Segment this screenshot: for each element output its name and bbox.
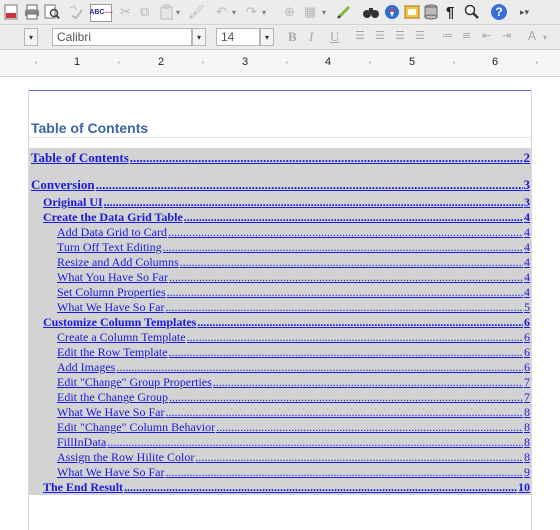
paste-icon[interactable] xyxy=(160,3,174,21)
toc-entry-page-number: 9 xyxy=(524,465,530,479)
hyperlink-icon[interactable]: ⊕ xyxy=(284,4,295,19)
toc-dot-leader xyxy=(169,270,523,285)
new-document-icon[interactable] xyxy=(4,3,18,21)
redo-dropdown-icon[interactable]: ▾ xyxy=(262,7,267,17)
numbered-list-icon[interactable]: ≔ xyxy=(442,29,453,42)
toc-dot-leader xyxy=(165,300,523,315)
justify-icon[interactable]: ☰ xyxy=(415,29,425,42)
print-icon[interactable] xyxy=(24,3,40,21)
gallery-icon[interactable] xyxy=(404,3,420,21)
toc-dot-leader xyxy=(169,345,523,360)
toc-entry-title: Turn Off Text Editing xyxy=(57,240,162,254)
undo-icon[interactable]: ↶ xyxy=(216,4,227,19)
toc-dot-leader xyxy=(96,175,523,195)
standard-toolbar xyxy=(0,0,560,25)
toc-entry-title: Resize and Add Columns xyxy=(57,255,179,269)
toc-entry-page-number: 8 xyxy=(524,450,530,464)
toc-entry-link[interactable] xyxy=(29,285,531,300)
toc-entry-link[interactable] xyxy=(29,195,531,210)
toc-entry-link[interactable] xyxy=(29,210,531,225)
toc-dot-leader xyxy=(165,405,523,420)
toc-entry-page-number: 8 xyxy=(524,420,530,434)
toc-entry-link[interactable] xyxy=(29,255,531,270)
zoom-icon[interactable] xyxy=(464,3,480,21)
format-painter-icon[interactable]: 🖌 xyxy=(188,4,205,19)
style-dropdown-arrow[interactable]: ▾ xyxy=(24,28,38,46)
header-boundary-line xyxy=(29,90,531,91)
toc-entry-page-number: 5 xyxy=(524,300,530,314)
toc-entry-title: What You Have So Far xyxy=(57,270,168,284)
toc-entry-page-number: 6 xyxy=(524,330,530,344)
ruler-tick: ' xyxy=(286,60,288,70)
toc-entry-link[interactable] xyxy=(29,390,531,405)
ruler-number: 3 xyxy=(242,56,249,68)
toc-entry-link[interactable] xyxy=(29,270,531,285)
toc-entry-page-number: 3 xyxy=(524,195,530,209)
toc-entry-link[interactable] xyxy=(29,405,531,420)
toc-entry-page-number: 10 xyxy=(518,480,530,494)
draw-icon[interactable] xyxy=(336,3,352,21)
data-sources-icon[interactable] xyxy=(424,3,438,21)
toc-entry-title: Edit the Change Group xyxy=(57,390,168,404)
toc-dot-leader xyxy=(130,148,523,168)
align-center-icon[interactable]: ☰ xyxy=(375,29,385,42)
toc-entry-page-number: 8 xyxy=(524,435,530,449)
toc-dot-leader xyxy=(187,330,523,345)
ruler-number: 4 xyxy=(325,56,332,68)
toc-entry-page-number: 4 xyxy=(524,225,530,239)
toc-dot-leader xyxy=(167,285,523,300)
toc-entry-page-number: 6 xyxy=(524,345,530,359)
bullet-list-icon[interactable]: ≡ xyxy=(462,29,472,42)
toc-dot-leader xyxy=(116,360,523,375)
ruler-tick: ' xyxy=(369,60,371,70)
toc-dot-leader xyxy=(168,225,523,240)
toc-entry-page-number: 8 xyxy=(524,405,530,419)
copy-icon[interactable]: ⧉ xyxy=(140,4,150,19)
toc-entry-link[interactable] xyxy=(29,345,531,360)
navigator-compass-icon[interactable] xyxy=(384,3,400,21)
toc-entry-link[interactable] xyxy=(29,465,531,480)
toc-entry-page-number: 7 xyxy=(524,375,530,389)
table-of-contents[interactable] xyxy=(29,148,531,495)
ruler-tick: ' xyxy=(202,60,204,70)
toc-entry-link[interactable] xyxy=(29,175,531,195)
toc-entry-title: Edit "Change" Group Properties xyxy=(57,375,212,389)
ruler-tick: ' xyxy=(453,60,455,70)
toc-entry-page-number: 2 xyxy=(523,150,530,165)
toc-entry-title: What We Have So Far xyxy=(57,405,165,419)
font-color-icon[interactable]: A xyxy=(528,29,537,43)
font-color-dropdown-icon[interactable]: ▾ xyxy=(543,33,548,42)
ruler-tick: ' xyxy=(118,60,120,70)
font-size-dropdown-arrow[interactable]: ▾ xyxy=(260,28,274,46)
toolbar-overflow-icon[interactable]: ▸▾ xyxy=(520,6,530,17)
toc-entry-link[interactable] xyxy=(29,360,531,375)
toc-dot-leader xyxy=(107,435,523,450)
toc-entry-page-number: 4 xyxy=(524,210,530,224)
font-name-dropdown-arrow[interactable]: ▾ xyxy=(192,28,206,46)
toc-entry-title: Original UI xyxy=(43,195,103,209)
toc-dot-leader xyxy=(213,375,523,390)
font-name-field[interactable]: Calibri xyxy=(52,28,192,46)
document-page[interactable] xyxy=(28,90,532,530)
toc-entry-title: Add Images xyxy=(57,360,116,374)
toc-entry-link[interactable] xyxy=(29,375,531,390)
toc-entry-page-number: 3 xyxy=(523,177,530,192)
print-preview-icon[interactable] xyxy=(44,3,60,21)
toc-entry-page-number: 6 xyxy=(524,360,530,374)
horizontal-ruler[interactable] xyxy=(0,50,560,77)
align-left-icon[interactable]: ☰ xyxy=(355,29,365,42)
cut-icon[interactable]: ✂ xyxy=(120,4,131,19)
formatting-toolbar xyxy=(0,25,560,50)
toc-entry-title: Customize Column Templates xyxy=(43,315,197,329)
toc-entry-title: Add Data Grid to Card xyxy=(57,225,167,239)
toc-heading: Table of Contents xyxy=(31,120,149,136)
toc-dot-leader xyxy=(216,420,523,435)
undo-dropdown-icon[interactable]: ▾ xyxy=(232,7,237,17)
ruler-number: 6 xyxy=(492,56,499,68)
text-boundary-line xyxy=(29,137,531,138)
redo-icon[interactable]: ↷ xyxy=(246,4,257,19)
toc-dot-leader xyxy=(124,480,517,495)
table-icon[interactable]: ▦ xyxy=(304,4,317,19)
toc-entry-title: What We Have So Far xyxy=(57,465,165,479)
toc-entry-link[interactable] xyxy=(29,480,531,495)
ruler-tick: ' xyxy=(35,60,37,70)
toc-entry-title: Edit the Row Template xyxy=(57,345,168,359)
toc-entry-page-number: 6 xyxy=(524,315,530,329)
toc-entry-title: Assign the Row Hilite Color xyxy=(57,450,195,464)
toc-entry-link[interactable] xyxy=(29,240,531,255)
toc-entry-title: FillInData xyxy=(57,435,107,449)
toc-dot-leader xyxy=(180,255,523,270)
table-dropdown-icon[interactable]: ▾ xyxy=(322,7,327,17)
toc-entry-link[interactable] xyxy=(29,148,531,168)
toc-entry-page-number: 4 xyxy=(524,285,530,299)
font-size-field[interactable]: 14 xyxy=(216,28,260,46)
align-right-icon[interactable]: ☰ xyxy=(395,29,405,42)
ruler-number: 2 xyxy=(158,56,165,68)
toc-entry-link[interactable] xyxy=(29,420,531,435)
ruler-number: 1 xyxy=(74,56,81,68)
help-icon[interactable]: ? xyxy=(491,4,507,20)
toc-dot-leader xyxy=(169,390,523,405)
toc-entry-page-number: 4 xyxy=(524,255,530,269)
underline-button[interactable]: U xyxy=(330,29,340,44)
toc-entry-title: The End Result xyxy=(43,480,124,494)
toc-entry-link[interactable] xyxy=(29,450,531,465)
toc-entry-page-number: 4 xyxy=(524,240,530,254)
decrease-indent-icon[interactable]: ⇤ xyxy=(482,29,492,42)
toc-entry-link[interactable] xyxy=(29,435,531,450)
toc-entry-title: Edit "Change" Column Behavior xyxy=(57,420,216,434)
toc-dot-leader xyxy=(104,195,523,210)
toc-dot-leader xyxy=(165,465,523,480)
toc-entry-title: Create a Column Template xyxy=(57,330,186,344)
toc-entry-page-number: 7 xyxy=(524,390,530,404)
toc-entry-title: Conversion xyxy=(31,177,95,192)
ruler-number: 5 xyxy=(409,56,416,68)
toc-entry-link[interactable] xyxy=(29,330,531,345)
toc-entry-title: Table of Contents xyxy=(31,150,129,165)
toc-entry-link[interactable] xyxy=(29,315,531,330)
toc-entry-title: Set Column Properties xyxy=(57,285,166,299)
toc-dot-leader xyxy=(197,315,523,330)
italic-button[interactable]: I xyxy=(309,29,314,44)
autocorrect-icon[interactable] xyxy=(68,3,84,21)
toc-dot-leader xyxy=(163,240,523,255)
bold-button[interactable]: B xyxy=(288,29,297,44)
toc-dot-leader xyxy=(195,450,523,465)
toc-entry-title: Create the Data Grid Table xyxy=(43,210,183,224)
formatting-marks-icon[interactable]: ¶ xyxy=(446,3,455,21)
find-binoculars-icon[interactable] xyxy=(362,3,380,21)
spellcheck-icon[interactable]: ABC ~~ xyxy=(90,4,112,22)
increase-indent-icon[interactable]: ⇥ xyxy=(502,29,512,42)
ruler-tick: ' xyxy=(536,60,538,70)
toc-entry-page-number: 4 xyxy=(524,270,530,284)
paste-dropdown-icon[interactable]: ▾ xyxy=(176,7,181,17)
toc-entry-title: What We Have So Far xyxy=(57,300,165,314)
toc-entry-link[interactable] xyxy=(29,225,531,240)
toc-entry-link[interactable] xyxy=(29,300,531,315)
toc-dot-leader xyxy=(184,210,523,225)
